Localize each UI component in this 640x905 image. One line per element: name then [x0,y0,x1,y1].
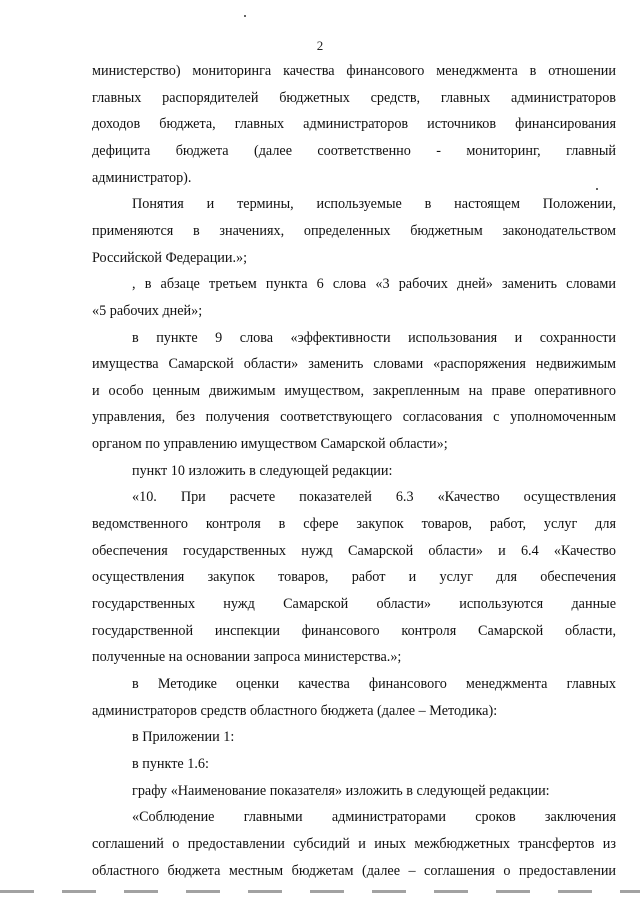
text-line: органом по управлению имуществом Самарской области»; [92,436,448,453]
text-line: «10. При расчете показателей 6.3 «Качество осуществления [132,489,616,506]
text-line: областного бюджета местным бюджетам (далее – соглашения о предоставлении [92,862,616,879]
text-line: в пункте 1.6: [132,755,209,772]
text-line: соглашений о предоставлении субсидий и иных межбюджетных трансфертов из [92,835,616,852]
scan-edge-artifact [0,890,640,893]
scan-speck [244,15,246,17]
text-line: государственной инспекции финансового контроля Самарской области, [92,622,616,639]
text-line: обеспечения государственных нужд Самарской области» и 6.4 «Качество [92,542,616,559]
text-line: в Методике оценки качества финансового менеджмента главных [132,675,616,692]
text-line: министерство) мониторинга качества финансового менеджмента в отношении [92,63,616,79]
text-line: дефицита бюджета (далее соответственно - мониторинг, главный [92,142,616,159]
page-number: 2 [316,38,324,53]
text-line: в Приложении 1: [132,729,235,746]
text-line: пункт 10 изложить в следующей редакции: [132,462,393,479]
text-line: графу «Наименование показателя» изложить в следующей редакции: [132,782,550,799]
text-line: доходов бюджета, главных администраторов источников финансирования [92,116,616,133]
text-line: , в абзаце третьем пункта 6 слова «3 рабочих дней» заменить словами [132,276,616,293]
scan-speck [596,188,598,190]
text-line: «Соблюдение главными администраторами сроков заключения [132,809,616,826]
text-line: Российской Федерации.»; [92,249,248,266]
text-line: «5 рабочих дней»; [92,302,203,319]
text-line: администраторов средств областного бюджета (далее – Методика): [92,702,498,719]
text-line: имущества Самарской области» заменить словами «распоряжения недвижимым [92,356,616,373]
text-line: полученные на основании запроса министерства.»; [92,649,402,666]
text-line: ведомственного контроля в сфере закупок товаров, работ, услуг для [92,516,616,533]
text-line: управления, без получения соответствующего согласования с уполномоченным [92,409,616,426]
text-line: государственных нужд Самарской области» используются данные [92,596,616,612]
text-line: и особо ценным движимым имуществом, закрепленным на праве оперативного [92,382,616,399]
text-line: применяются в значениях, определенных бюджетным законодательством [92,222,616,239]
text-line: главных распорядителей бюджетных средств, главных администраторов [92,89,616,106]
text-line: Понятия и термины, используемые в настоящем Положении, [132,196,616,213]
text-line: администратор). [92,169,192,186]
text-line: осуществления закупок товаров, работ и услуг для обеспечения [92,569,616,586]
text-line: в пункте 9 слова «эффективности использования и сохранности [132,329,616,346]
